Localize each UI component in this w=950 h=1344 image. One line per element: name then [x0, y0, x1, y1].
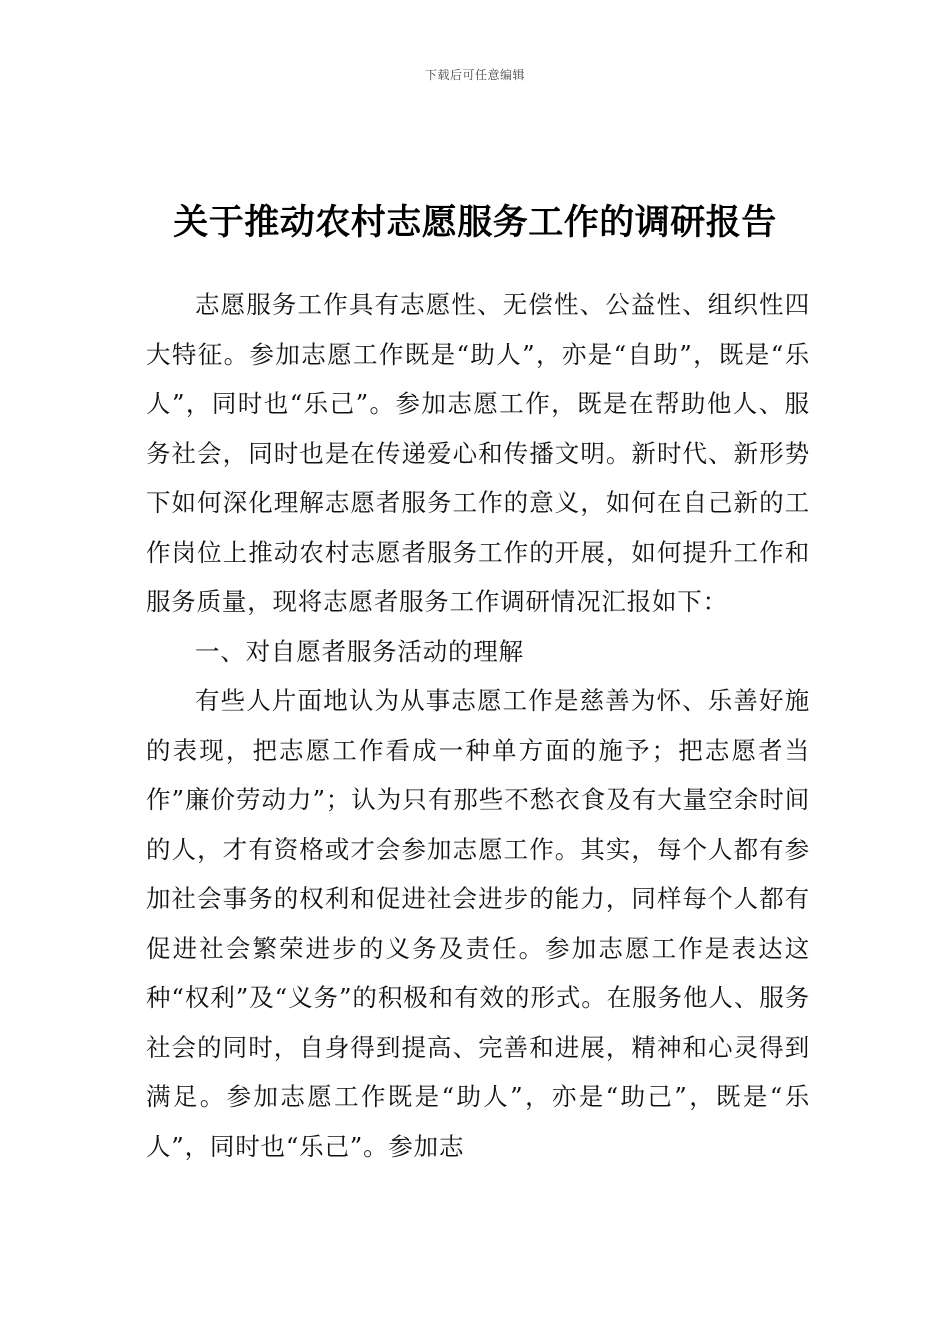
paragraph-section-1: 有些人片面地认为从事志愿工作是慈善为怀、乐善好施的表现，把志愿工作看成一种单方面的施予；把志愿者当作”廉价劳动力”；认为只有那些不愁衣食及有大量空余时间的人，才有资格或才会参加志愿工作。其实，每个人都有参加社会事务的权利和促进社会进步的能力，同样每个人都有促进社会繁荣进步的义务及责任。参加志愿工作是表达这种“权利”及“义务”的积极和有效的形式。在服务他人、服务社会的同时，自身得到提高、完善和进展，精神和心灵得到满足。参加志愿工作既是“助人”，亦是“助己”，既是“乐人”，同时也“乐己”。参加志 [146, 686, 810, 1161]
paragraph-intro: 志愿服务工作具有志愿性、无偿性、公益性、组织性四大特征。参加志愿工作既是“助人”，亦是“自助”，既是“乐人”，同时也“乐己”。参加志愿工作，既是在帮助他人、服务社会，同时也是在传递爱心和传播文明。新时代、新形势下如何深化理解志愿者服务工作的意义，如何在自己新的工作岗位上推动农村志愿者服务工作的开展，如何提升工作和服务质量，现将志愿者服务工作调研情况汇报如下： [146, 290, 810, 616]
header-note: 下载后可任意编辑 [424, 68, 525, 82]
document-title: 关于推动农村志愿服务工作的调研报告 [173, 203, 777, 244]
document-body [146, 280, 810, 1171]
section-heading-1: 一、对自愿者服务活动的理解 [195, 636, 524, 666]
